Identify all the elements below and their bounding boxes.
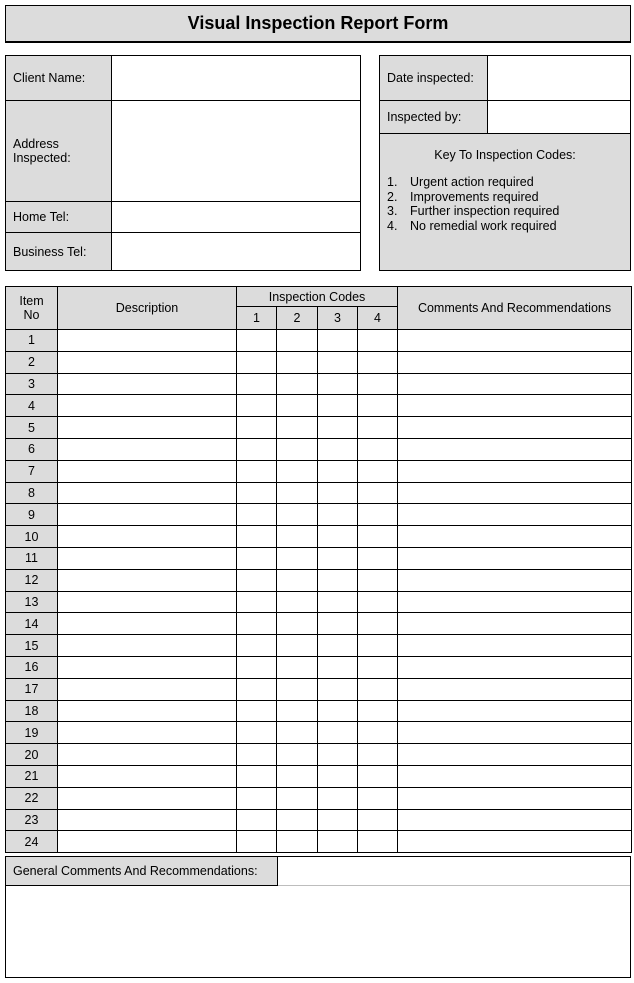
- item-number: 16: [6, 656, 58, 678]
- key-item: 1. Urgent action required: [387, 175, 534, 189]
- item-number: 8: [6, 482, 58, 504]
- comments-cell[interactable]: [398, 678, 632, 700]
- code-1-cell[interactable]: [237, 504, 277, 526]
- item-number: 11: [6, 547, 58, 569]
- table-row: [6, 569, 632, 591]
- code-1-cell[interactable]: [237, 787, 277, 809]
- description-cell[interactable]: [58, 831, 237, 853]
- code-4-cell[interactable]: [358, 678, 398, 700]
- table-row: [6, 744, 632, 766]
- comments-cell[interactable]: [398, 765, 632, 787]
- code-1-cell[interactable]: [237, 722, 277, 744]
- code-column-header: 4: [358, 307, 398, 330]
- inspected-by-row: [380, 101, 630, 134]
- code-4-cell[interactable]: [358, 831, 398, 853]
- table-row: [6, 373, 632, 395]
- client-name-row: [6, 56, 360, 101]
- code-2-cell[interactable]: [277, 547, 318, 569]
- item-number: 13: [6, 591, 58, 613]
- code-2-cell[interactable]: [277, 373, 318, 395]
- comments-cell[interactable]: [398, 504, 632, 526]
- business-tel-label: Business Tel:: [6, 233, 112, 270]
- code-3-cell[interactable]: [318, 765, 358, 787]
- code-1-cell[interactable]: [237, 613, 277, 635]
- code-2-cell[interactable]: [277, 482, 318, 504]
- inspection-details-section: [379, 55, 631, 271]
- code-3-cell[interactable]: [318, 678, 358, 700]
- item-number: 17: [6, 678, 58, 700]
- code-4-cell[interactable]: [358, 700, 398, 722]
- item-number: 12: [6, 569, 58, 591]
- client-name-label: Client Name:: [6, 56, 112, 100]
- comments-cell[interactable]: [398, 351, 632, 373]
- table-row: [6, 395, 632, 417]
- code-3-cell[interactable]: [318, 613, 358, 635]
- general-comments-label: General Comments And Recommendations:: [6, 857, 278, 886]
- code-4-cell[interactable]: [358, 722, 398, 744]
- code-1-cell[interactable]: [237, 438, 277, 460]
- code-2-cell[interactable]: [277, 613, 318, 635]
- table-row: [6, 504, 632, 526]
- code-1-cell[interactable]: [237, 526, 277, 548]
- code-4-cell[interactable]: [358, 613, 398, 635]
- code-3-cell[interactable]: [318, 787, 358, 809]
- code-1-cell[interactable]: [237, 809, 277, 831]
- item-number: 9: [6, 504, 58, 526]
- code-3-cell[interactable]: [318, 831, 358, 853]
- table-row: [6, 700, 632, 722]
- table-row: [6, 765, 632, 787]
- code-1-cell[interactable]: [237, 547, 277, 569]
- description-cell[interactable]: [58, 656, 237, 678]
- code-3-cell[interactable]: [318, 722, 358, 744]
- description-cell[interactable]: [58, 482, 237, 504]
- code-2-cell[interactable]: [277, 526, 318, 548]
- code-4-cell[interactable]: [358, 330, 398, 352]
- item-number: 14: [6, 613, 58, 635]
- code-3-cell[interactable]: [318, 569, 358, 591]
- home-tel-field[interactable]: [112, 202, 360, 232]
- code-1-cell[interactable]: [237, 373, 277, 395]
- home-tel-label: Home Tel:: [6, 202, 112, 232]
- inspected-by-label: Inspected by:: [380, 101, 488, 133]
- code-4-cell[interactable]: [358, 482, 398, 504]
- code-4-cell[interactable]: [358, 656, 398, 678]
- description-cell[interactable]: [58, 351, 237, 373]
- code-1-cell[interactable]: [237, 351, 277, 373]
- code-1-cell[interactable]: [237, 831, 277, 853]
- code-1-cell[interactable]: [237, 482, 277, 504]
- item-number: 3: [6, 373, 58, 395]
- item-number: 22: [6, 787, 58, 809]
- code-3-cell[interactable]: [318, 373, 358, 395]
- address-row: [6, 101, 360, 202]
- code-4-cell[interactable]: [358, 635, 398, 657]
- code-1-cell[interactable]: [237, 656, 277, 678]
- code-3-cell[interactable]: [318, 591, 358, 613]
- code-2-cell[interactable]: [277, 809, 318, 831]
- code-4-cell[interactable]: [358, 787, 398, 809]
- description-header: Description: [58, 287, 237, 330]
- code-3-cell[interactable]: [318, 809, 358, 831]
- description-cell[interactable]: [58, 547, 237, 569]
- code-1-cell[interactable]: [237, 395, 277, 417]
- table-row: [6, 678, 632, 700]
- code-4-cell[interactable]: [358, 809, 398, 831]
- code-4-cell[interactable]: [358, 591, 398, 613]
- code-2-cell[interactable]: [277, 700, 318, 722]
- code-4-cell[interactable]: [358, 526, 398, 548]
- code-2-cell[interactable]: [277, 656, 318, 678]
- item-number: 23: [6, 809, 58, 831]
- table-row: [6, 722, 632, 744]
- item-number: 24: [6, 831, 58, 853]
- description-cell[interactable]: [58, 438, 237, 460]
- inspection-codes-key: [380, 134, 630, 270]
- general-comments-field[interactable]: [6, 886, 630, 977]
- page-title: Visual Inspection Report Form: [187, 13, 449, 33]
- table-row: [6, 547, 632, 569]
- comments-cell[interactable]: [398, 809, 632, 831]
- description-cell[interactable]: [58, 613, 237, 635]
- code-4-cell[interactable]: [358, 504, 398, 526]
- table-row: [6, 526, 632, 548]
- comments-cell[interactable]: [398, 744, 632, 766]
- code-2-cell[interactable]: [277, 504, 318, 526]
- client-name-field[interactable]: [112, 56, 360, 100]
- code-4-cell[interactable]: [358, 351, 398, 373]
- code-4-cell[interactable]: [358, 547, 398, 569]
- comments-cell[interactable]: [398, 460, 632, 482]
- table-row: [6, 787, 632, 809]
- code-4-cell[interactable]: [358, 744, 398, 766]
- code-3-cell[interactable]: [318, 395, 358, 417]
- comments-cell[interactable]: [398, 438, 632, 460]
- comments-cell[interactable]: [398, 526, 632, 548]
- comments-cell[interactable]: [398, 482, 632, 504]
- code-4-cell[interactable]: [358, 373, 398, 395]
- description-cell[interactable]: [58, 569, 237, 591]
- description-cell[interactable]: [58, 460, 237, 482]
- table-row: [6, 417, 632, 439]
- code-2-cell[interactable]: [277, 744, 318, 766]
- code-2-cell[interactable]: [277, 722, 318, 744]
- description-cell[interactable]: [58, 526, 237, 548]
- code-3-cell[interactable]: [318, 700, 358, 722]
- code-4-cell[interactable]: [358, 569, 398, 591]
- item-number: 15: [6, 635, 58, 657]
- code-2-cell[interactable]: [277, 765, 318, 787]
- date-inspected-row: [380, 56, 630, 101]
- general-comments-section: [5, 856, 631, 978]
- table-row: [6, 330, 632, 352]
- comments-cell[interactable]: [398, 591, 632, 613]
- description-cell[interactable]: [58, 722, 237, 744]
- code-1-cell[interactable]: [237, 460, 277, 482]
- form-title-bar: [5, 5, 631, 42]
- code-3-cell[interactable]: [318, 438, 358, 460]
- item-number: 7: [6, 460, 58, 482]
- code-1-cell[interactable]: [237, 765, 277, 787]
- code-4-cell[interactable]: [358, 417, 398, 439]
- home-tel-row: [6, 202, 360, 233]
- table-row: [6, 351, 632, 373]
- table-row: [6, 460, 632, 482]
- code-column-header: 3: [318, 307, 358, 330]
- code-3-cell[interactable]: [318, 635, 358, 657]
- table-row: [6, 656, 632, 678]
- code-2-cell[interactable]: [277, 438, 318, 460]
- code-2-cell[interactable]: [277, 351, 318, 373]
- description-cell[interactable]: [58, 787, 237, 809]
- code-1-cell[interactable]: [237, 635, 277, 657]
- description-cell[interactable]: [58, 635, 237, 657]
- code-2-cell[interactable]: [277, 395, 318, 417]
- business-tel-row: [6, 233, 360, 270]
- code-3-cell[interactable]: [318, 547, 358, 569]
- code-2-cell[interactable]: [277, 678, 318, 700]
- code-2-cell[interactable]: [277, 569, 318, 591]
- key-list: [387, 175, 559, 233]
- key-item: 3. Further inspection required: [387, 204, 560, 218]
- inspection-table: [5, 286, 632, 853]
- description-cell[interactable]: [58, 591, 237, 613]
- comments-cell[interactable]: [398, 613, 632, 635]
- code-column-header: 2: [277, 307, 318, 330]
- code-2-cell[interactable]: [277, 460, 318, 482]
- code-1-cell[interactable]: [237, 417, 277, 439]
- item-number: 19: [6, 722, 58, 744]
- comments-header: Comments And Recommendations: [398, 287, 632, 330]
- comments-cell[interactable]: [398, 330, 632, 352]
- code-4-cell[interactable]: [358, 765, 398, 787]
- table-row: [6, 635, 632, 657]
- description-cell[interactable]: [58, 395, 237, 417]
- code-3-cell[interactable]: [318, 482, 358, 504]
- comments-cell[interactable]: [398, 722, 632, 744]
- code-2-cell[interactable]: [277, 330, 318, 352]
- comments-cell[interactable]: [398, 417, 632, 439]
- item-no-header: Item No: [6, 287, 58, 330]
- code-3-cell[interactable]: [318, 656, 358, 678]
- key-item: 2. Improvements required: [387, 189, 539, 204]
- date-inspected-field[interactable]: [488, 56, 630, 100]
- item-number: 18: [6, 700, 58, 722]
- description-cell[interactable]: [58, 504, 237, 526]
- code-3-cell[interactable]: [318, 351, 358, 373]
- comments-cell[interactable]: [398, 700, 632, 722]
- code-1-cell[interactable]: [237, 591, 277, 613]
- code-4-cell[interactable]: [358, 460, 398, 482]
- item-number: 5: [6, 417, 58, 439]
- comments-cell[interactable]: [398, 656, 632, 678]
- item-number: 21: [6, 765, 58, 787]
- code-1-cell[interactable]: [237, 569, 277, 591]
- inspected-by-field[interactable]: [488, 101, 630, 133]
- code-4-cell[interactable]: [358, 438, 398, 460]
- comments-cell[interactable]: [398, 635, 632, 657]
- title-divider: [5, 42, 631, 43]
- address-label: Address Inspected:: [6, 101, 112, 201]
- code-3-cell[interactable]: [318, 504, 358, 526]
- description-cell[interactable]: [58, 744, 237, 766]
- item-number: 10: [6, 526, 58, 548]
- item-number: 4: [6, 395, 58, 417]
- code-1-cell[interactable]: [237, 330, 277, 352]
- inspection-codes-header: Inspection Codes: [237, 287, 398, 307]
- description-cell[interactable]: [58, 700, 237, 722]
- code-3-cell[interactable]: [318, 417, 358, 439]
- description-cell[interactable]: [58, 678, 237, 700]
- code-1-cell[interactable]: [237, 744, 277, 766]
- inspection-table-body: [6, 330, 632, 853]
- key-item: 4. No remedial work required: [387, 218, 557, 233]
- comments-cell[interactable]: [398, 831, 632, 853]
- code-3-cell[interactable]: [318, 526, 358, 548]
- code-3-cell[interactable]: [318, 460, 358, 482]
- code-2-cell[interactable]: [277, 591, 318, 613]
- table-row: [6, 482, 632, 504]
- code-4-cell[interactable]: [358, 395, 398, 417]
- comments-cell[interactable]: [398, 787, 632, 809]
- table-row: [6, 809, 632, 831]
- comments-cell[interactable]: [398, 395, 632, 417]
- comments-cell[interactable]: [398, 547, 632, 569]
- description-cell[interactable]: [58, 330, 237, 352]
- code-2-cell[interactable]: [277, 635, 318, 657]
- table-row: [6, 591, 632, 613]
- description-cell[interactable]: [58, 373, 237, 395]
- description-cell[interactable]: [58, 417, 237, 439]
- table-row: [6, 831, 632, 853]
- description-cell[interactable]: [58, 809, 237, 831]
- item-number: 20: [6, 744, 58, 766]
- code-3-cell[interactable]: [318, 330, 358, 352]
- table-row: [6, 438, 632, 460]
- code-1-cell[interactable]: [237, 700, 277, 722]
- table-row: [6, 613, 632, 635]
- comments-cell[interactable]: [398, 373, 632, 395]
- address-field[interactable]: [112, 101, 360, 201]
- comments-cell[interactable]: [398, 569, 632, 591]
- client-details-section: [5, 55, 361, 271]
- description-cell[interactable]: [58, 765, 237, 787]
- code-2-cell[interactable]: [277, 787, 318, 809]
- key-title: Key To Inspection Codes:: [434, 148, 576, 162]
- code-2-cell[interactable]: [277, 831, 318, 853]
- date-inspected-label: Date inspected:: [380, 56, 488, 100]
- item-number: 1: [6, 330, 58, 352]
- item-number: 6: [6, 438, 58, 460]
- code-column-header: 1: [237, 307, 277, 330]
- code-2-cell[interactable]: [277, 417, 318, 439]
- business-tel-field[interactable]: [112, 233, 360, 270]
- item-number: 2: [6, 351, 58, 373]
- code-3-cell[interactable]: [318, 744, 358, 766]
- code-1-cell[interactable]: [237, 678, 277, 700]
